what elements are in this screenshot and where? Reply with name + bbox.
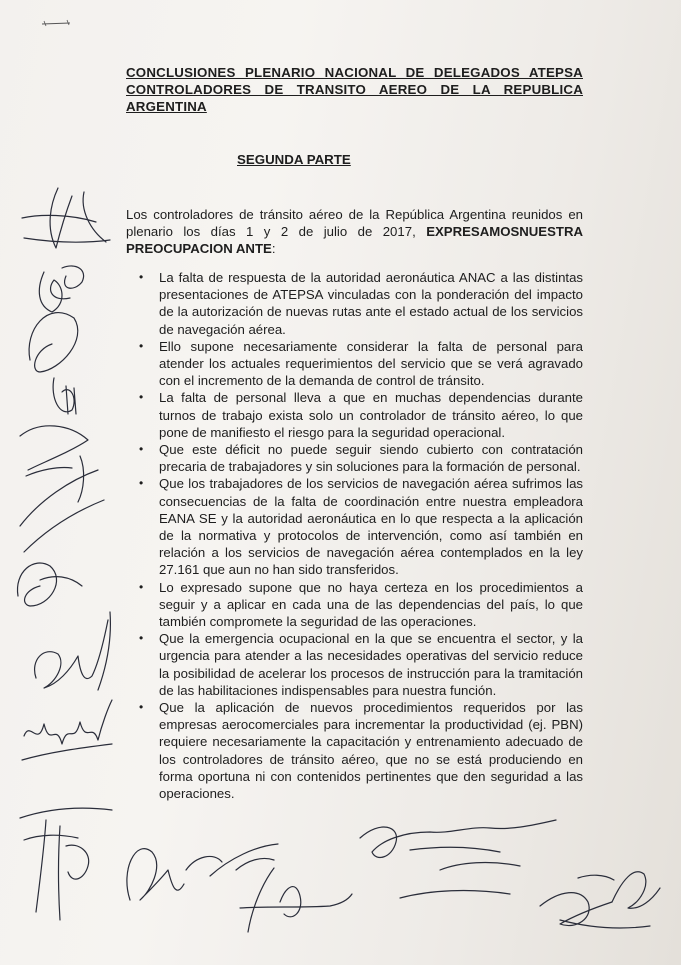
signature-margin-6 — [35, 612, 111, 690]
intro-colon: : — [271, 241, 276, 256]
signature-margin-1 — [22, 188, 110, 248]
signature-bottom-4 — [360, 820, 556, 898]
signature-margin-5 — [17, 563, 82, 606]
list-item: • Que este déficit no puede seguir siendo cubierto con contratación precaria de trabajadores y sin soluciones para la formación de personal. — [137, 441, 583, 475]
signature-margin-7 — [22, 700, 112, 760]
intro-text: Los controladores de tránsito aéreo de la República Argentina reunidos en plenario los días 1 y 2 de julio de 2017, — [126, 207, 583, 239]
signature-margin-3 — [29, 313, 78, 414]
list-item: • Lo expresado supone que no haya certeza en los procedimientos a seguir y a aplicar en cada una de las dependencias del país, lo que también compromete la seguridad de las operaciones. — [137, 579, 583, 631]
part-title: SEGUNDA PARTE — [237, 152, 351, 167]
header-line-1: CONCLUSIONES PLENARIO NACIONAL DE DELEGADOS ATEPSA — [126, 65, 583, 80]
signature-margin-4 — [20, 426, 104, 552]
list-item: • Que la emergencia ocupacional en la que se encuentra el sector, y la urgencia para atender a las necesidades operativas del servicio reduce la posibilidad de acelerar los procesos de instrucción para la tramitación de las habilitaciones indispensables para nuestra función. — [137, 630, 583, 699]
list-item: • Ello supone necesariamente considerar la falta de personal para atender los actuales requerimientos del servicio que se verá agravado con el incremento de la demanda de control de tránsito. — [137, 338, 583, 390]
signature-bottom-3 — [210, 844, 352, 932]
header-line-3: ARGENTINA — [126, 99, 207, 114]
list-item: • La falta de personal lleva a que en muchas dependencias durante turnos de trabajo exista solo un controlador de tránsito aéreo, lo que pone de manifiesto el riesgo para la seguridad operacional. — [137, 389, 583, 441]
document-header — [126, 64, 583, 115]
top-pen-mark — [40, 16, 74, 30]
list-item: • La falta de respuesta de la autoridad aeronáutica ANAC a las distintas presentaciones de ATEPSA vinculadas con la ponderación del impacto de la autorización de nuevas rutas ante el estado actual de los servicios de navegación aérea. — [137, 269, 583, 338]
signature-bottom-1 — [20, 808, 112, 920]
header-line-2: CONTROLADORES DE TRANSITO AEREO DE LA REPUBLICA — [126, 82, 583, 97]
list-item: • Que la aplicación de nuevos procedimientos requeridos por las empresas aerocomerciales para incrementar la productividad (ej. PBN) requiere necesariamente la capacitación y entrenamiento adecuado de los controladores de tránsito aéreo, que no se está produciendo en forma oportuna ni con contenidos pertinentes que den seguridad a las operaciones. — [137, 699, 583, 802]
list-item: • Que los trabajadores de los servicios de navegación aérea sufrimos las consecuencias de la falta de coordinación entre nuestra empleadora EANA SE y la autoridad aeronáutica en lo que respecta a la aplicación de la normativa y protocolos de intervención, como así también en relación a los servicios de navegación aérea contemplados en la ley 27.161 que aun no han sido transferidos. — [137, 475, 583, 578]
signature-bottom-2 — [127, 849, 222, 900]
concerns-list — [137, 269, 583, 802]
intro-paragraph — [126, 206, 583, 257]
intro-emphasis: EXPRESAMOSNUESTRA PREOCUPACION ANTE — [126, 224, 583, 256]
signature-bottom-5 — [540, 872, 660, 928]
signature-margin-2 — [39, 266, 83, 312]
